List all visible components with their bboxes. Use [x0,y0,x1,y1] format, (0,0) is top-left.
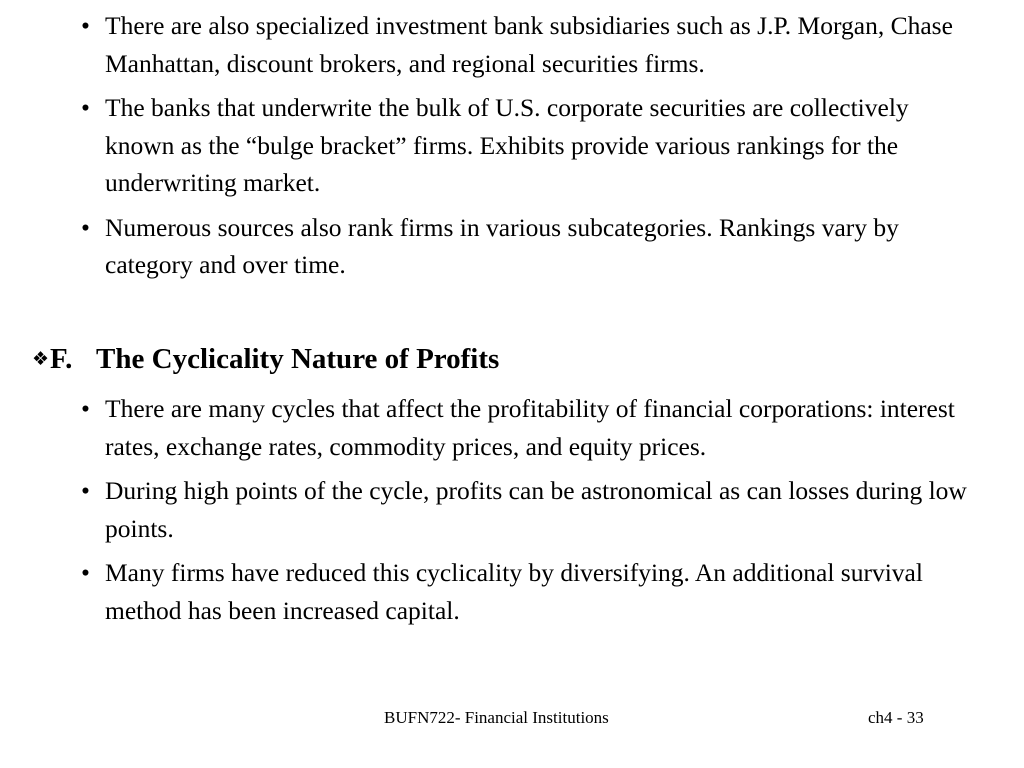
bullet-dot: • [81,93,90,122]
bullet-list-bottom [80,390,980,636]
bullet-dot: • [81,558,90,587]
bullet-text: There are many cycles that affect the profitability of financial corporations: interest rates, exchange rates, commodity prices, and equity prices. [105,394,955,461]
bullet-dot: • [81,212,90,242]
section-heading [32,338,932,380]
bullet-list-top [80,7,980,291]
bullet-dot: • [81,11,90,40]
footer-course: BUFN722- Financial Institutions [384,708,609,727]
bullet-text: There are also specialized investment bank subsidiaries such as J.P. Morgan, Chase Manhattan, discount brokers, and regional securities firms. [105,11,953,78]
bullet-text: Numerous sources also rank firms in various subcategories. Rankings vary by category and over time. [105,212,899,279]
list-item [80,89,980,202]
section-title: The Cyclicality Nature of Profits [96,343,500,375]
bullet-dot: • [81,476,90,505]
bullet-dot: • [81,394,90,423]
section-letter: F. [50,343,73,375]
diamond-cluster-icon: ❖ [32,348,50,370]
list-item [80,554,980,629]
bullet-text: During high points of the cycle, profits can be astronomical as can losses during low points. [105,476,967,543]
list-item [80,390,980,465]
bullet-text: Many firms have reduced this cyclicality by diversifying. An additional survival method has been increased capital. [105,558,923,625]
footer-page-number: ch4 - 33 [868,708,924,727]
bullet-text: The banks that underwrite the bulk of U.S. corporate securities are collectively known as the “bulge bracket” firms. Exhibits provide various rankings for the underwriting market. [105,93,909,197]
list-item [80,7,980,82]
list-item [80,209,980,284]
list-item [80,472,980,547]
